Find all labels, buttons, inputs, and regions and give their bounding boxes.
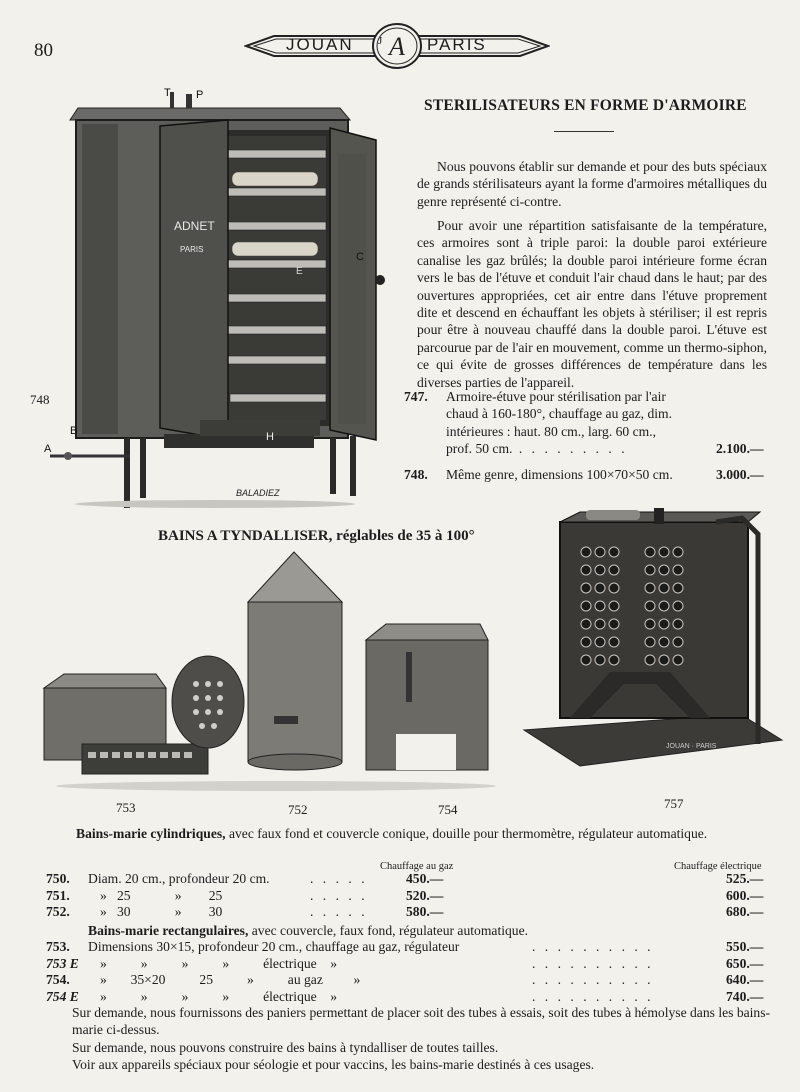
- cyl-desc: avec faux fond et couvercle conique, douille pour thermomètre, régulateur automatique.: [228, 826, 708, 841]
- row-dots: . . . . . . . . . .: [532, 972, 654, 987]
- row-desc: » » » » électrique »: [100, 956, 338, 971]
- label-e: E: [296, 266, 303, 277]
- header-logo: [244, 22, 550, 70]
- figure-label-754: 754: [438, 802, 458, 817]
- figure-label-753: 753: [116, 800, 136, 815]
- heater-brand: JOUAN · PARIS: [666, 743, 717, 750]
- figure-label-752: 752: [288, 802, 308, 817]
- rect-title: Bains-marie rectangulaires,: [88, 923, 249, 938]
- baths-illustration: [36, 548, 506, 798]
- row-gas-price: 580.—: [406, 904, 444, 919]
- heater-illustration: [520, 508, 790, 798]
- row-desc: Dimensions 30×15, profondeur 20 cm., chauffage au gaz, régulateur: [88, 939, 460, 954]
- svg-text:J: J: [378, 35, 383, 47]
- row-elec-price: 525.—: [726, 871, 764, 886]
- col-gas-header: Chauffage au gaz: [380, 861, 454, 872]
- row-dots: . . . . . . . . . .: [532, 956, 654, 971]
- label-p: P: [196, 89, 204, 101]
- note-3: Voir aux appareils spéciaux pour séologie et pour vaccins, les bains-marie destinés à ces usages.: [72, 1057, 595, 1072]
- row-dots: . . . . . . . . . .: [532, 989, 654, 1004]
- item-number: 748.: [404, 467, 428, 482]
- svg-text:A: A: [389, 32, 405, 61]
- rect-desc: avec couvercle, faux fond, régulateur automatique.: [251, 923, 529, 938]
- item-747: [404, 388, 770, 457]
- table-row: 752.: [46, 904, 70, 919]
- item-line: intérieures : haut. 80 cm., larg. 60 cm.,: [446, 423, 657, 439]
- cyl-title: Bains-marie cylindriques,: [76, 826, 226, 841]
- brand-left: JOUAN: [286, 35, 354, 54]
- label-a: A: [44, 443, 52, 455]
- section-title-sterilisateurs: STERILISATEURS EN FORME D'ARMOIRE: [424, 97, 747, 114]
- rect-description: [88, 922, 768, 939]
- row-elec-price: 600.—: [726, 888, 764, 903]
- row-price: 650.—: [726, 956, 764, 971]
- item-price: 2.100.—: [716, 441, 764, 456]
- row-desc: » » » » électrique »: [100, 989, 338, 1004]
- brand-right: PARIS: [427, 35, 487, 54]
- label-c: C: [356, 251, 364, 263]
- row-dots: . . . . . . . . . .: [532, 939, 654, 954]
- cabinet-illustration: [40, 84, 390, 514]
- row-elec-price: 680.—: [726, 904, 764, 919]
- engraver-signature: BALADIEZ: [236, 488, 280, 498]
- note-2: Sur demande, nous pouvons construire des bains à tyndalliser de toutes tailles.: [72, 1040, 499, 1055]
- label-b: B: [70, 425, 78, 437]
- row-price: 740.—: [726, 989, 764, 1004]
- page-number: 80: [34, 40, 53, 61]
- title-rule: [554, 131, 614, 132]
- row-desc: » 35×20 25 » au gaz »: [100, 972, 361, 987]
- note-1: Sur demande, nous fournissons des paniers permettant de placer soit des tubes à essais, soit des tubes à hémolyse dans les bains-marie ci-dessus.: [72, 1005, 771, 1038]
- row-desc: » 30 » 30: [100, 904, 223, 919]
- col-elec-header: Chauffage électrique: [674, 861, 762, 872]
- paragraph-1: Nous pouvons établir sur demande et pour des buts spéciaux de grands stérilisateurs ayant la forme d'armoires métalliques du genre représenté ci-contre.: [417, 159, 767, 209]
- row-desc: » 25 » 25: [100, 888, 223, 903]
- table-row: 751.: [46, 888, 70, 903]
- table-row: 753.: [46, 939, 70, 954]
- table-row: 750.: [46, 871, 70, 886]
- door-text-1: ADNET: [174, 219, 215, 233]
- figure-label-748: 748: [30, 392, 50, 407]
- cyl-description: [76, 825, 772, 842]
- row-dots: . . . . .: [310, 888, 368, 903]
- item-number: 747.: [404, 389, 428, 404]
- figure-label-757: 757: [664, 796, 684, 811]
- paragraph-2: Pour avoir une répartition satisfaisante de la température, ces armoires sont à triple paroi: la double paroi extérieure canalise les gaz brûlés; la double paroi intérieure forme écran vers le bas de l'étuve et conduit l'air chaud dans le haut; par des ouvertures appropriées, cet air entre dans l'étuve proprement dite et descend en échauffant les objets à stériliser; il est repris pour être à nouveau chauffé dans la double paroi. L'étuve est parcourue par de l'air en mouvement, comme un thermo-siphon, ce qui évite de grosses différences de température dans les diverses parties de l'appareil.: [417, 218, 767, 390]
- item-line: prof. 50 cm. . . . . . . . . .: [446, 441, 628, 457]
- item-line: Même genre, dimensions 100×70×50 cm.: [446, 467, 673, 482]
- row-gas-price: 520.—: [406, 888, 444, 903]
- row-price: 550.—: [726, 939, 764, 954]
- item-line: chaud à 160-180°, chauffage au gaz, dim.: [446, 406, 672, 422]
- door-text-2: PARIS: [180, 245, 204, 254]
- label-h: H: [266, 431, 274, 443]
- table-row: 753 E: [46, 956, 79, 971]
- row-dots: . . . . .: [310, 904, 368, 919]
- label-t: T: [164, 87, 171, 99]
- section-title-bains: BAINS A TYNDALLISER, réglables de 35 à 100°: [158, 528, 475, 544]
- item-line: Armoire-étuve pour stérilisation par l'air: [446, 389, 666, 404]
- row-dots: . . . . .: [310, 871, 368, 886]
- item-748: [404, 466, 770, 483]
- row-gas-price: 450.—: [406, 871, 444, 886]
- row-desc: Diam. 20 cm., profondeur 20 cm.: [88, 871, 270, 886]
- table-row: 754.: [46, 972, 70, 987]
- item-price: 3.000.—: [716, 467, 764, 482]
- row-price: 640.—: [726, 972, 764, 987]
- table-row: 754 E: [46, 989, 79, 1004]
